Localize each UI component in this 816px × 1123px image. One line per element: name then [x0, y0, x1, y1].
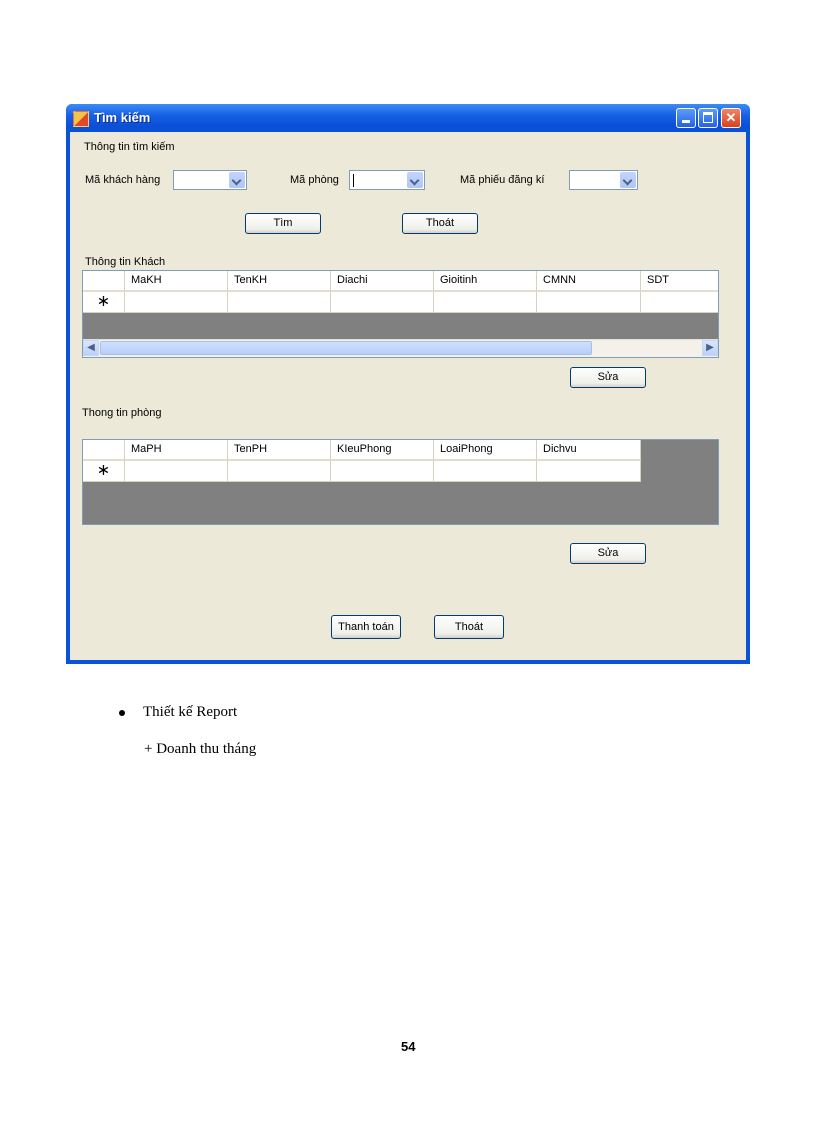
window-client-area [70, 132, 746, 660]
pay-button[interactable]: Thanh toán [331, 615, 401, 639]
column-header[interactable]: TenPH [228, 440, 331, 461]
app-icon [73, 111, 89, 127]
edit-customer-button[interactable]: Sửa [570, 367, 646, 388]
table-cell[interactable] [228, 461, 331, 482]
table-cell[interactable] [125, 461, 228, 482]
maximize-button[interactable] [698, 108, 718, 128]
room-id-combo[interactable] [349, 170, 425, 190]
customer-grid-header [83, 271, 718, 292]
column-header[interactable]: MaKH [125, 271, 228, 292]
exit-search-button[interactable]: Thoát [402, 213, 478, 234]
registration-id-label: Mã phiếu đăng kí [460, 174, 545, 186]
close-icon: ✕ [725, 110, 737, 125]
scroll-right-icon[interactable]: ▶ [702, 340, 718, 356]
bullet-text: Thiết kế Report [143, 704, 238, 720]
new-row-marker: ∗ [83, 292, 125, 313]
column-header[interactable]: SDT [641, 271, 718, 292]
column-header[interactable]: TenKH [228, 271, 331, 292]
customer-id-label: Mã khách hàng [85, 174, 161, 186]
page-number: 54 [401, 1039, 416, 1054]
table-cell[interactable] [228, 292, 331, 313]
table-cell[interactable] [434, 292, 537, 313]
registration-id-combo[interactable] [569, 170, 638, 190]
table-row[interactable] [83, 461, 641, 482]
new-row-marker: ∗ [83, 461, 125, 482]
minimize-icon [682, 120, 690, 123]
table-cell[interactable] [331, 292, 434, 313]
table-cell[interactable] [434, 461, 537, 482]
sub-item-text: + Doanh thu tháng [144, 741, 257, 757]
room-section-label: Thong tin phòng [82, 407, 162, 419]
edit-room-button[interactable]: Sửa [570, 543, 646, 564]
exit-button[interactable]: Thoát [434, 615, 504, 639]
minimize-button[interactable] [676, 108, 696, 128]
search-button[interactable]: Tìm [245, 213, 321, 234]
maximize-icon [703, 112, 713, 123]
column-header[interactable]: Gioitinh [434, 271, 537, 292]
table-cell[interactable] [641, 292, 718, 313]
search-section-label: Thông tin tìm kiếm [84, 141, 175, 153]
room-grid[interactable] [82, 439, 719, 525]
chevron-down-icon[interactable] [620, 172, 636, 188]
room-grid-header [83, 440, 641, 461]
column-header[interactable]: Dichvu [537, 440, 641, 461]
table-row[interactable] [83, 292, 718, 313]
table-cell[interactable] [125, 292, 228, 313]
table-cell[interactable] [537, 292, 641, 313]
column-header[interactable]: KIeuPhong [331, 440, 434, 461]
column-header[interactable]: CMNN [537, 271, 641, 292]
table-cell[interactable] [331, 461, 434, 482]
close-button[interactable] [721, 108, 741, 128]
customer-id-combo[interactable] [173, 170, 247, 190]
chevron-down-icon[interactable] [407, 172, 423, 188]
row-header-corner [83, 440, 125, 461]
column-header[interactable]: MaPH [125, 440, 228, 461]
row-header-corner [83, 271, 125, 292]
horizontal-scrollbar[interactable] [83, 339, 718, 357]
customer-grid[interactable] [82, 270, 719, 358]
window-title: Tìm kiếm [94, 110, 151, 125]
text-caret [353, 174, 354, 187]
bullet-icon [119, 710, 125, 716]
scrollbar-thumb[interactable] [100, 341, 592, 355]
table-cell[interactable] [537, 461, 641, 482]
customer-section-label: Thông tin Khách [85, 256, 166, 268]
column-header[interactable]: LoaiPhong [434, 440, 537, 461]
title-bar[interactable] [66, 104, 750, 132]
column-header[interactable]: Diachi [331, 271, 434, 292]
chevron-down-icon[interactable] [229, 172, 245, 188]
search-window [66, 104, 750, 664]
room-id-label: Mã phòng [290, 174, 339, 186]
scroll-left-icon[interactable]: ◀ [83, 340, 99, 356]
